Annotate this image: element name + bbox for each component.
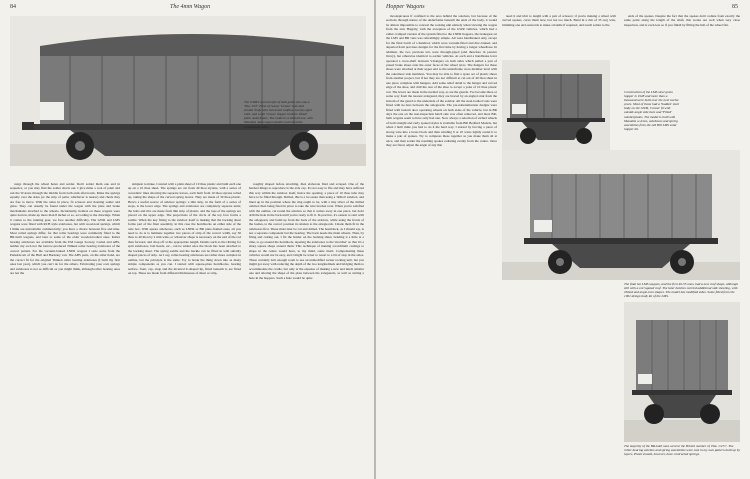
paragraph: inconspicuous if confined to the area behind the solebars, but because of the sections through nature of the underframe beneath the ends of the body, it would be almost impossible to conceal the rocking unit entirely when viewing the wagon from the end. Happily, with the exception of the GWR vehicles, which had a rather cramped version of the system fitted to the LNER hoppers, the brakegear on the LMS and BR vans was refreshingly simple. All were handbraked only, except for the final batch of a hundred, which were vacuum-fitted and disc-braked, and departed from previous designs for the first time by having a longer wheelbase. In addition, the two previous lots were through-piped (and therefore in passive livery), but otherwise identical to earlier vehicles. At each end a handbrake lever operated a cross-shaft between V-hangers on both sides which pulled a pair of yoked brake shoes onto the outer faces of the wheel tyres. The hangers for these shoes were attached at their upper end to the underframe cross member level with the outermost side members. You may be able to find a spare set of plastic shoes from another project, but if not they are not difficult to cut out of 40 thou sheet in one piece complete with hangers. Add some relief detail to the hanger and curved edge of the shoe, and drill the rear of the shoe to accept a yoke of 10 thou plastic rod. The levers are made in the normal way, as are the guards. I've become three or some way from the nearest axleguard, they are braced by an angled strut from the bottom of the guard to the underside of the solebar. All the steel-bodied vans were fitted with tie-bars between the axleguards. The pre-nationalisation designs were fitted with bottom door operating wheels on both sides of the vehicle, but in BR days the one on the non-inspection hatch side was often removed, and most BR-built wagons seem to have only had one. Now always a selection of etched wheels of both straight and curly spoked styles is available from Bill Bedford Models, but when I built mine you had to do it the hard way. I started by forcing a piece of strong wire into a brass block and then winding 9 or 10 wires tightly round it to make a pair of spokes. Try to compress these together as you make them all at once, and then solder the resulting spokes radiating evenly from the centre. Once they are fixed, adjust the angle of any that	[386, 14, 497, 148]
br-bulk-grain-photo	[624, 302, 740, 442]
left-page	[0, 0, 374, 479]
page-number: 84	[10, 4, 16, 10]
running-head: Hopper Wagons	[386, 4, 425, 10]
text-column-1	[386, 14, 497, 148]
page-number: 85	[732, 4, 738, 10]
text-column-2	[128, 182, 241, 276]
text-column-1	[10, 182, 120, 276]
photo-caption: The majority of the BR-built vans went to the Bristol number of 'Dia. 1/271'. The roller-bearing axlebox and spring assemblies were cast in my own pattern built up by layers, Photo should, however, have contracted springs.	[624, 444, 740, 457]
photo-caption: The GWR's second style of bulk grain van was a 'Dia. V23'. Fleet of twenty 'Grano' vans had similar body with shortened roofline, twenty-eight built, and a tall 'Grano' hopper built on 'fitted' plain underframe. The model is a kitbuilt one, with Masokits 4mm wagon details and extensive scratchbuilt sides.	[244, 100, 313, 129]
gwr-grain-van-photo	[10, 16, 366, 166]
photo-caption: Construction of the LMS steel grain hopper is 1928 and more than a thousand were built over the next twelve years. Most of those had a 'Sudden' steel body on the GWR, 'Grano' fit with outside angle side bars and 'Fitted' numberplates. The model is built with Masokits w-irons, axleboxes and spring assemblies from the old Bill LMS solar hopper kit.	[624, 90, 680, 131]
text-column-3	[624, 14, 740, 27]
right-page	[376, 0, 750, 479]
photo-caption: The final ten LMS wagons, and the first 40-55 ones, had a new roof shape, although still with a corrugated roof. The later batches carried additional side sheeting, with ribbed and angle-iron shapes. The model has modified sides. Some fitted from the 1961 design body kit of the LMS.	[624, 282, 739, 299]
paragraph: ends of the spokes. Despite the fact that the spokes don't radiate from exactly the same point along the length of the shaft, this works out well when very close inspection, and is even less so if you finish by filling the hub of the wheel flat.	[624, 14, 740, 27]
text-column-2	[502, 14, 616, 27]
lms-hopper-photo	[502, 60, 610, 150]
text-column-3	[249, 182, 364, 280]
paragraph: roughly shaped before attaching, then elaborate filed and scraped. One of the hardest things to reproduce is the axle cap. It's not easy to file and may have suffered this way within the axlebox itself, hence the opening, a piece of 10 thou tube may have to be filled through. Drilled, this is a lot easier than using a 'drilled' axlebox, and lined up in the position where the ring ought to be, with a tiny sliver of the drilled axlebox then being fixed in place to take the wire bracket rods. When you're satisfied with the outline, cut round the axlebox so that it comes away in one piece, but don't drill the hole in the back until you're ready to fit it. In practice, it's easiest to start with the axleguard, and build up from the back of the axlebox, while using the fronts of the bodies, to the correct position in relation to the axleguards. I made them fit in the axleboxes first. These must later be cut and drilled. The hornblock, as I should say, is not a separate component but the bearing. The back needs the main wheels. Then, by filing and cutting out, I fix the holder on the backing sheet, bending it a little at a time, to go around the hornblock, tapering the axleboxes to the 'stretcher' so that it's a sharp square shape around them. This technique of making scratchbuilt castings to shape in the centre would have, to my mind, some merit. Compensating these vehicles would not be easy, and I might be wiser to resort to a bit of slop in the axles. These certainly isn't enough room to use an unmodified rocker rocking unit, but you might get away with reducing the depth of the two longitudinals and bridging them to accommodate the cradle, but only at the expense of making a new and much smaller one and altering the shape of the plate between the axleguards, as well as cutting a hole in the hoppers. Such a hole would be quite	[249, 182, 364, 280]
paragraph: tongs through the wheel holes and solder. Don't solder them one end in sequence, or you may find the solder shorts out. I give mine a coat of paint and run the W-irons through the middle from both ends afterwards. Make the springs equally over the sides (or the strip of paint, whichever is nearer) and check they are free to move. With the axles in place, fit scissors and cleaning solder and glass. They can usually be found under the wagon with the plate and brake mechanisms attached to the wheels. Incidentally, holders on these wagons were quite narrow, made up more than 8 inches or so, according to the drawings. When it comes to the running gear, we face another difficulty. The GWR and LMS wagons were fitted with RCH style axleboxes, but with wood-leaf springs, which I think are unavailable commercially; you have a choice between five and nine. Most rolled springs differ, for that roller bearings were commonly fitted to the BR-built wagons, and later to some of the older wooden-bodied ones. Roller bearing axleboxes are available from the EM Gauge Society, Comet and ABS, neither my own nor the barrow-produced Timken roller bearing axleboxes of the correct pattern. For the vacuum-braked LNER wagons I stole some from the Parkside kit of the Hull and Barnsley van. The ABS parts, on the other hand, are the correct fit for the original Timken roller bearing axleboxes (I built my first ones last year), which you can't do for the others. Fabricating your own springs and axleboxes is not as difficult as you might think, although roller bearing ones are not the	[10, 182, 120, 276]
paragraph: need it and trim to length with a pair of scissors; if you're making a wheel with curved spokes, curve them now, but not too much. Bend in a rim of 35 swg wire, trimming one end outwards to make a handle if required, and touch solder to the	[502, 14, 616, 27]
paragraph: simplest to make. I started with a plain sheet of 10 thou plastic and built each one up on a 10 thou sheet. The springs are cut from 40 thou styrene, with a series of concentric lines showing the separate leaves, each built from 10 thou styrene rolled up, taking the shape of the curved spring leaves. They are made of 30 thou plastic. Here's a useful source of axlebox springs: a thin strip, in the form of a series of steps, is the lower edge. The springs and axleboxes are completely separate units; the bolts and ribs are made from thin strip of plastic, and the tops of the springs are placed on the upper edge. The projections of the circle of the top face forms a saddle. When the key fixing to the axlebox itself is making that the backing sheet forms part of the final assembly, in this case the hornblocks on either side of the axle box. With square axleboxes, such as LNER or BR plate-framed ones, all you need to do is to laminate together two pieces of strip of the correct width, say 30 thou to 40 thou by 2 mm wide, or whatever shape is necessary on the end of the rod then forward, and chop off at the appropriate length. Details such as the ribbing for split axleboxes, bolt heads, etc., can be added once the block has been attached to the backing sheet. The spring saddle and the buckle can be filled in with suitably shaped pieces of strip. As I say, roller-bearing axleboxes are rather more complex in outline, but the principle is the same. Try to break the thing down into as many simple components as you can. I started with square-plate hornblocks, bearing surface, front, cap, strap and the inverted U-shaped lip, fitted beneath it, are fitted on top. These are made from different thicknesses of sheet or strip,	[128, 182, 241, 276]
running-head: The 4mm Wagon	[170, 4, 211, 10]
lms-hopper-photo-2	[502, 150, 740, 280]
